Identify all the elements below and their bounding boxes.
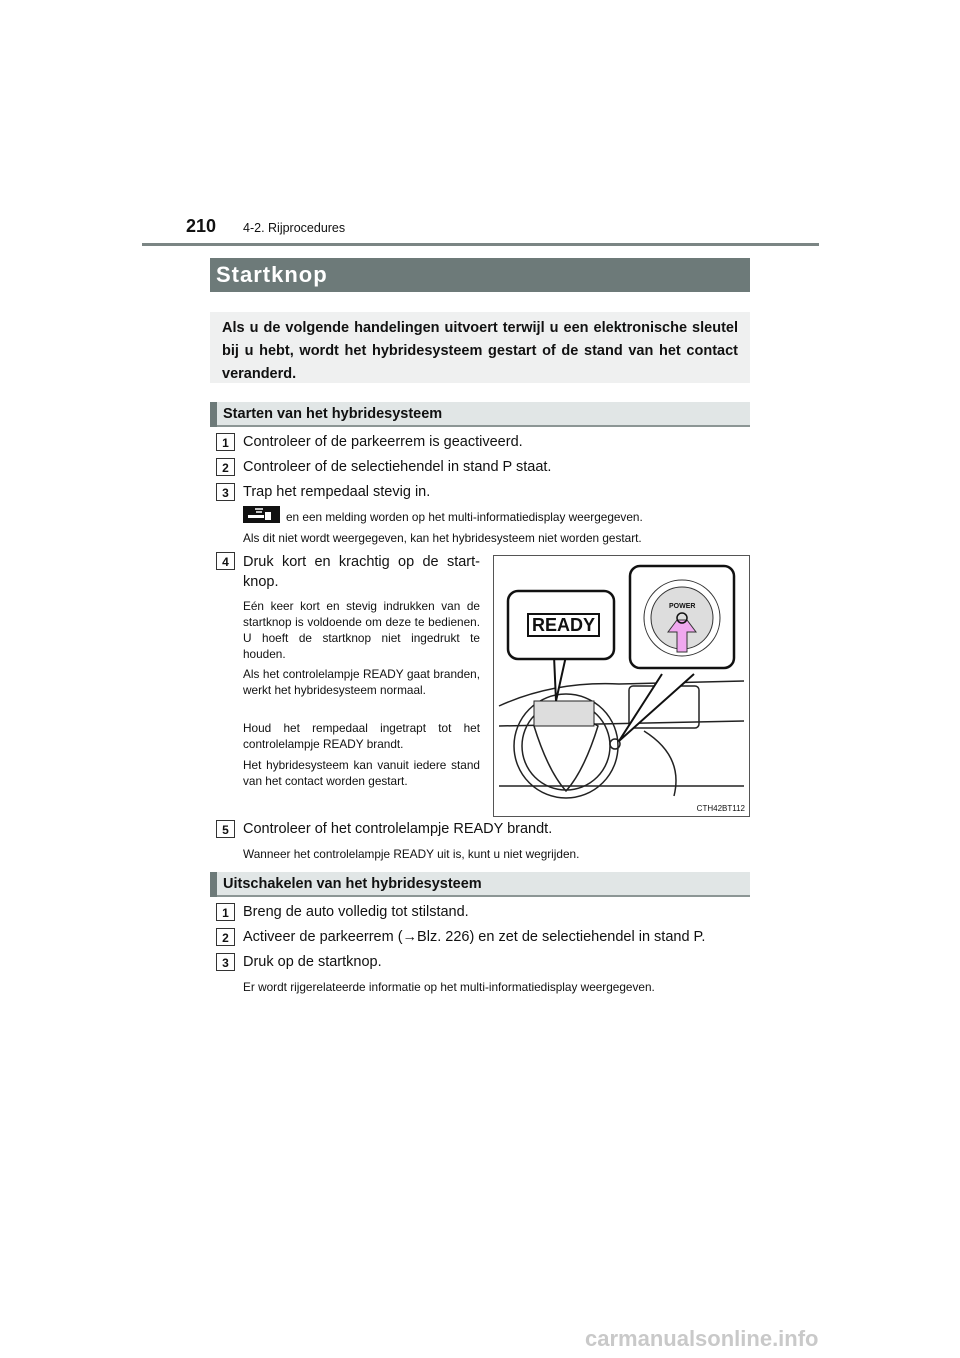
note-text: Eén keer kort en stevig indrukken van de startknop is voldoende om deze te bedienen. U hoeft de startknop niet ingedrukt te houden. [243, 599, 480, 661]
ready-indicator-label: READY [527, 613, 600, 637]
note-text: Als dit niet wordt weergegeven, kan het hybridesysteem niet worden gestart. [243, 531, 642, 545]
header-rule [142, 243, 819, 246]
step-number: 2 [216, 458, 235, 476]
step-text: Breng de auto volledig tot stilstand. [243, 904, 469, 920]
note-text: en een melding worden op het multi-informatiedisplay weergegeven. [286, 510, 643, 524]
note-text: Het hybridesysteem kan vanuit iedere stand van het contact worden gestart. [243, 758, 480, 788]
step-number: 3 [216, 953, 235, 971]
intro-box: Als u de volgende handelingen uitvoert terwijl u een elektronische sleutel bij u hebt, wordt het hybridesysteem gestart of de stand van het contact veranderd. [210, 312, 750, 383]
note-text: Wanneer het controlelampje READY uit is, kunt u niet wegrijden. [243, 847, 580, 861]
step-text: Druk op de startknop. [243, 954, 382, 970]
section-label: 4-2. Rijprocedures [243, 221, 346, 235]
step-text: Controleer of de parkeerrem is geactiveerd. [243, 434, 523, 450]
step-number: 1 [216, 903, 235, 921]
step-number: 2 [216, 928, 235, 946]
note-text: Als het controlelampje READY gaat branden, werkt het hybridesysteem normaal. [243, 667, 480, 697]
subheading-start: Starten van het hybridesysteem [210, 402, 750, 427]
step-number: 1 [216, 433, 235, 451]
step-number: 4 [216, 552, 235, 570]
subheading-stop: Uitschakelen van het hybridesysteem [210, 872, 750, 897]
dashboard-illustration [493, 555, 750, 817]
step-text: Activeer de parkeerrem (→Blz. 226) en zet de selectiehendel in stand P. [243, 929, 706, 945]
step-text: Trap het rempedaal stevig in. [243, 484, 431, 500]
step-number: 3 [216, 483, 235, 501]
step-text: Druk kort en krachtig op de start-knop. [243, 554, 480, 590]
brake-indicator-icon [243, 506, 280, 523]
watermark: carmanualsonline.info [585, 1326, 819, 1351]
step-text: Controleer of de selectiehendel in stand P staat. [243, 459, 552, 475]
step-text: Controleer of het controlelampje READY brandt. [243, 821, 553, 837]
note-text: Er wordt rijgerelateerde informatie op het multi-informatiedisplay weergegeven. [243, 980, 655, 994]
page-number: 210 [186, 216, 217, 236]
note-text: Houd het rempedaal ingetrapt tot het controlelampje READY brandt. [243, 721, 480, 751]
page-title: Startknop [210, 258, 750, 292]
figure-code: CTH42BT112 [696, 804, 745, 813]
power-button-label: POWER [669, 603, 696, 610]
step-number: 5 [216, 820, 235, 838]
